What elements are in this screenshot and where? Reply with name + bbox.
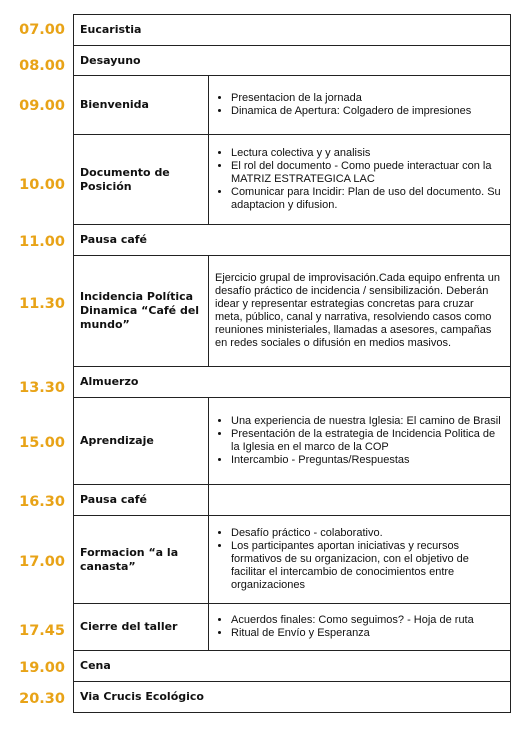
time-label: 11.30 bbox=[19, 296, 65, 312]
time-label: 17.00 bbox=[19, 554, 65, 570]
schedule-row bbox=[0, 651, 530, 682]
description-item: • Lectura colectiva y y analisis bbox=[231, 147, 504, 160]
time-label: 08.00 bbox=[19, 58, 65, 74]
row-cells bbox=[73, 225, 511, 256]
description-item: • Desafío práctico - colaborativo. bbox=[231, 527, 504, 540]
activity-label: Bienvenida bbox=[80, 98, 149, 111]
time-label: 11.00 bbox=[19, 234, 65, 250]
row-cells bbox=[73, 604, 511, 651]
time-label: 17.45 bbox=[19, 623, 65, 639]
activity-label: Eucaristia bbox=[80, 23, 142, 36]
row-cells bbox=[73, 256, 511, 367]
description-item: • El rol del documento - Como puede interactuar con la MATRIZ ESTRATEGICA LAC bbox=[231, 160, 504, 186]
activity-label: Via Crucis Ecológico bbox=[80, 690, 204, 703]
description-item: • Dinamica de Apertura: Colgadero de impresiones bbox=[231, 105, 504, 118]
time-label: 09.00 bbox=[19, 98, 65, 114]
description-item: • Los participantes aportan iniciativas y recursos formativos de su organizacion, con el objetivo de facilitar el intercambio de conocimientos entre organizaciones bbox=[231, 540, 504, 592]
description-item: • Intercambio - Preguntas/Respuestas bbox=[231, 454, 504, 467]
activity-description bbox=[208, 485, 510, 515]
row-cells bbox=[73, 651, 511, 682]
row-cells bbox=[73, 516, 511, 604]
description-item: • Una experiencia de nuestra Iglesia: El camino de Brasil bbox=[231, 415, 504, 428]
row-cells bbox=[73, 682, 511, 713]
schedule-row bbox=[0, 135, 530, 225]
schedule-row bbox=[0, 46, 530, 76]
activity-description bbox=[208, 135, 510, 224]
schedule-row bbox=[0, 225, 530, 256]
schedule-row bbox=[0, 682, 530, 713]
row-cells bbox=[73, 14, 511, 46]
time-label: 10.00 bbox=[19, 177, 65, 193]
row-cells bbox=[73, 46, 511, 76]
time-label: 15.00 bbox=[19, 435, 65, 451]
schedule-row bbox=[0, 14, 530, 46]
activity-label: Cena bbox=[80, 659, 111, 672]
schedule-row bbox=[0, 76, 530, 135]
activity-description bbox=[208, 398, 510, 484]
activity-label: Desayuno bbox=[80, 53, 141, 67]
time-label: 13.30 bbox=[19, 380, 65, 396]
activity-description bbox=[208, 516, 510, 603]
activity-label: Almuerzo bbox=[80, 375, 139, 388]
schedule-row bbox=[0, 604, 530, 651]
time-label: 19.00 bbox=[19, 660, 65, 676]
time-label: 16.30 bbox=[19, 494, 65, 510]
activity-description bbox=[208, 604, 510, 650]
activity-label: Pausa café bbox=[80, 233, 148, 246]
activity-label: Documento de Posición bbox=[80, 165, 170, 193]
schedule-row bbox=[0, 367, 530, 398]
row-cells bbox=[73, 398, 511, 485]
description-item: • Acuerdos finales: Como seguimos? - Hoja de ruta bbox=[231, 614, 504, 627]
description-item: • Comunicar para Incidir: Plan de uso del documento. Su adaptacion y difusion. bbox=[231, 186, 504, 212]
description-item: • Presentación de la estrategia de Incidencia Politica de la Iglesia en el marco de la COP bbox=[231, 428, 504, 454]
row-cells bbox=[73, 135, 511, 225]
description-text: Ejercicio grupal de improvisación.Cada equipo enfrenta un desafío práctico de incidencia / sensibilización. Deberán idear y representar estrategias concretas para cruzar meta, público, canal y narrativa, resolviendo casos como reuniones ministeriales, llamadas a asesores, campañas en redes sociales o difusión en medios masivos. bbox=[215, 272, 500, 349]
row-cells bbox=[73, 367, 511, 398]
activity-description bbox=[208, 76, 510, 134]
activity-label: Aprendizaje bbox=[80, 434, 154, 447]
schedule-row bbox=[0, 516, 530, 604]
activity-label: Cierre del taller bbox=[80, 620, 178, 633]
time-label: 07.00 bbox=[19, 22, 65, 38]
activity-label: Incidencia Política Dinamica “Café del mundo” bbox=[80, 290, 200, 331]
activity-description bbox=[208, 256, 510, 366]
description-item: • Ritual de Envío y Esperanza bbox=[231, 627, 504, 640]
schedule-table bbox=[0, 14, 530, 713]
schedule-row bbox=[0, 398, 530, 485]
time-label: 20.30 bbox=[19, 691, 65, 707]
activity-label: Pausa café bbox=[80, 493, 148, 506]
description-item: • Presentacion de la jornada bbox=[231, 92, 504, 105]
row-cells bbox=[73, 76, 511, 135]
schedule-row bbox=[0, 485, 530, 516]
row-cells bbox=[73, 485, 511, 516]
activity-label: Formacion “a la canasta” bbox=[80, 545, 179, 573]
schedule-row bbox=[0, 256, 530, 367]
